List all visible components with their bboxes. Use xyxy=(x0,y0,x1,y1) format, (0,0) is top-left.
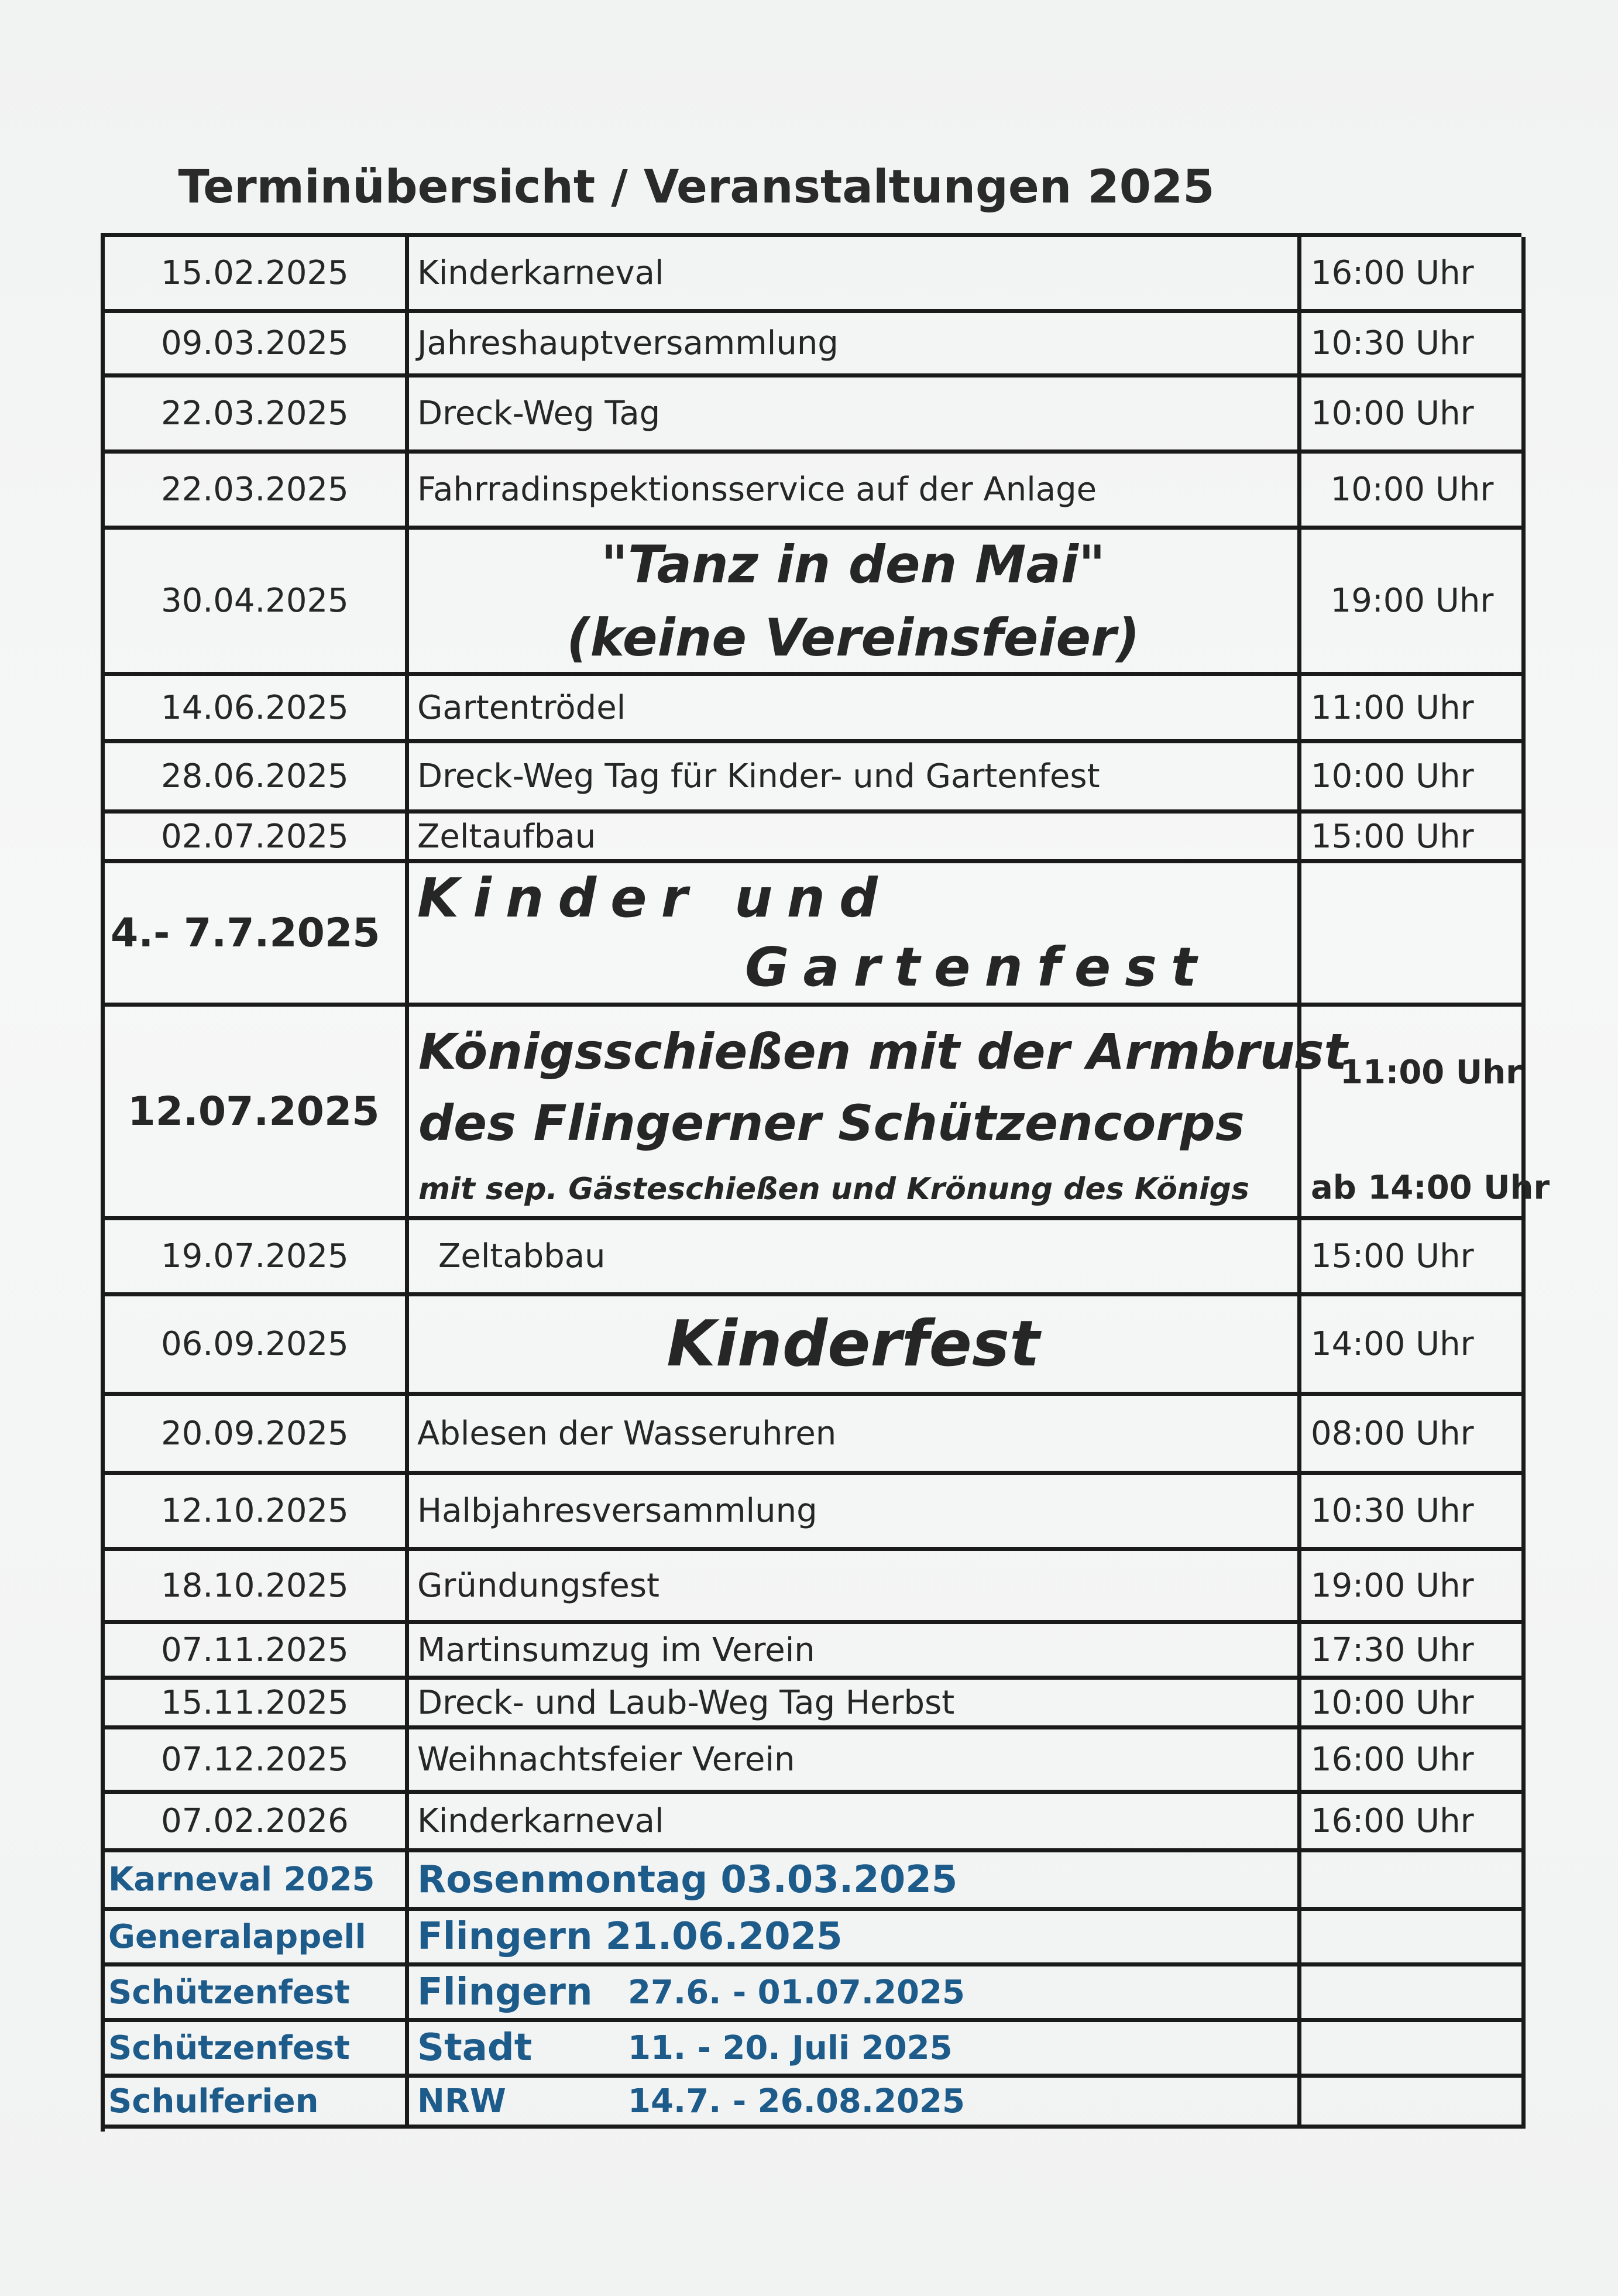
extra-value xyxy=(409,2022,1301,2078)
date-cell: 15.02.2025 xyxy=(105,237,409,313)
date-cell: 07.02.2026 xyxy=(105,1794,409,1852)
empty-cell xyxy=(1301,1966,1526,2022)
page-title: Terminübersicht / Veranstaltungen 2025 xyxy=(178,161,1215,214)
event-cell-highlight xyxy=(409,1007,1348,1220)
date-cell: 02.07.2025 xyxy=(105,814,409,863)
event-cell: Kinderkarneval xyxy=(409,237,1301,313)
event-line-2: des Flingerner Schützencorps xyxy=(418,1094,1245,1152)
event-cell: Martinsumzug im Verein xyxy=(409,1624,1301,1680)
date-cell: 4.- 7.7.2025 xyxy=(105,863,409,1007)
extra-value: Flingern 21.06.2025 xyxy=(409,1911,1301,1966)
date-cell: 30.04.2025 xyxy=(105,530,409,676)
event-cell: Kinderkarneval xyxy=(409,1794,1301,1852)
date-cell: 19.07.2025 xyxy=(105,1220,409,1296)
event-line-2: (keine Vereinsfeier) xyxy=(566,607,1140,668)
event-line-3: mit sep. Gästeschießen und Krönung des Königs xyxy=(418,1172,1249,1207)
extra-label: Schulferien xyxy=(105,2078,409,2129)
date-cell: 28.06.2025 xyxy=(105,743,409,814)
date-cell: 07.11.2025 xyxy=(105,1624,409,1680)
date-cell: 07.12.2025 xyxy=(105,1729,409,1794)
date-cell: 06.09.2025 xyxy=(105,1296,409,1396)
event-line-1: Kinder und xyxy=(417,867,892,929)
event-cell: Zeltaufbau xyxy=(409,814,1301,863)
event-cell: Jahreshauptversammlung xyxy=(409,313,1301,377)
extra-value xyxy=(409,2078,1301,2129)
extra-label: Karneval 2025 xyxy=(105,1852,409,1911)
extra-place: Stadt xyxy=(417,2026,533,2070)
event-cell-highlight xyxy=(409,863,1301,1007)
empty-cell xyxy=(1301,2078,1526,2129)
time-cell: 16:00 Uhr xyxy=(1301,1729,1526,1794)
event-cell: Dreck- und Laub-Weg Tag Herbst xyxy=(409,1680,1301,1729)
time-cell: 11:00 Uhr xyxy=(1301,676,1526,743)
date-cell: 20.09.2025 xyxy=(105,1396,409,1475)
extra-dates: 14.7. - 26.08.2025 xyxy=(628,2082,965,2120)
event-cell: Weihnachtsfeier Verein xyxy=(409,1729,1301,1794)
time-cell: 10:00 Uhr xyxy=(1301,743,1526,814)
extra-value xyxy=(409,1966,1301,2022)
schedule-table xyxy=(101,233,1550,2132)
event-cell: Dreck-Weg Tag xyxy=(409,377,1301,454)
date-cell: 15.11.2025 xyxy=(105,1680,409,1729)
time-start: 11:00 Uhr xyxy=(1340,1053,1522,1092)
time-second: ab 14:00 Uhr xyxy=(1311,1169,1550,1207)
event-cell-highlight: Kinderfest xyxy=(409,1296,1301,1396)
date-cell: 12.10.2025 xyxy=(105,1475,409,1551)
event-cell: Fahrradinspektionsservice auf der Anlage xyxy=(409,454,1301,530)
extra-place: Flingern xyxy=(417,1971,593,2014)
time-cell: 10:30 Uhr xyxy=(1301,313,1526,377)
event-cell: Gründungsfest xyxy=(409,1551,1301,1624)
extra-dates: 11. - 20. Juli 2025 xyxy=(628,2029,953,2067)
empty-cell xyxy=(1301,1852,1526,1911)
event-cell: Dreck-Weg Tag für Kinder- und Gartenfest xyxy=(409,743,1301,814)
event-line-1: Königsschießen mit der Armbrust xyxy=(418,1023,1348,1080)
extra-label: Schützenfest xyxy=(105,1966,409,2022)
time-cell xyxy=(1301,1007,1550,1220)
date-cell: 09.03.2025 xyxy=(105,313,409,377)
date-cell: 22.03.2025 xyxy=(105,454,409,530)
time-cell: 10:00 Uhr xyxy=(1301,454,1526,530)
date-cell: 18.10.2025 xyxy=(105,1551,409,1624)
event-cell: Halbjahresversammlung xyxy=(409,1475,1301,1551)
extra-dates: 27.6. - 01.07.2025 xyxy=(628,1973,965,2012)
date-cell: 12.07.2025 xyxy=(105,1007,409,1220)
time-cell: 10:30 Uhr xyxy=(1301,1475,1526,1551)
time-cell: 10:00 Uhr xyxy=(1301,1680,1526,1729)
empty-cell xyxy=(1301,2022,1526,2078)
time-cell: 16:00 Uhr xyxy=(1301,1794,1526,1852)
event-line-1: "Tanz in den Mai" xyxy=(601,534,1105,595)
time-cell: 19:00 Uhr xyxy=(1301,1551,1526,1624)
time-cell: 10:00 Uhr xyxy=(1301,377,1526,454)
event-cell-highlight xyxy=(409,530,1301,676)
extra-label: Generalappell xyxy=(105,1911,409,1966)
time-cell: 19:00 Uhr xyxy=(1301,530,1526,676)
event-cell: Zeltabbau xyxy=(409,1220,1301,1296)
event-cell: Gartentrödel xyxy=(409,676,1301,743)
extra-value: Rosenmontag 03.03.2025 xyxy=(409,1852,1301,1911)
date-cell: 22.03.2025 xyxy=(105,377,409,454)
time-cell xyxy=(1301,863,1526,1007)
time-cell: 17:30 Uhr xyxy=(1301,1624,1526,1680)
empty-cell xyxy=(1301,1911,1526,1966)
time-cell: 16:00 Uhr xyxy=(1301,237,1526,313)
time-cell: 15:00 Uhr xyxy=(1301,1220,1526,1296)
time-cell: 08:00 Uhr xyxy=(1301,1396,1526,1475)
time-cell: 14:00 Uhr xyxy=(1301,1296,1526,1396)
event-cell: Ablesen der Wasseruhren xyxy=(409,1396,1301,1475)
event-line-2: Gartenfest xyxy=(745,936,1211,998)
date-cell: 14.06.2025 xyxy=(105,676,409,743)
extra-label: Schützenfest xyxy=(105,2022,409,2078)
time-cell: 15:00 Uhr xyxy=(1301,814,1526,863)
extra-place: NRW xyxy=(417,2082,506,2120)
